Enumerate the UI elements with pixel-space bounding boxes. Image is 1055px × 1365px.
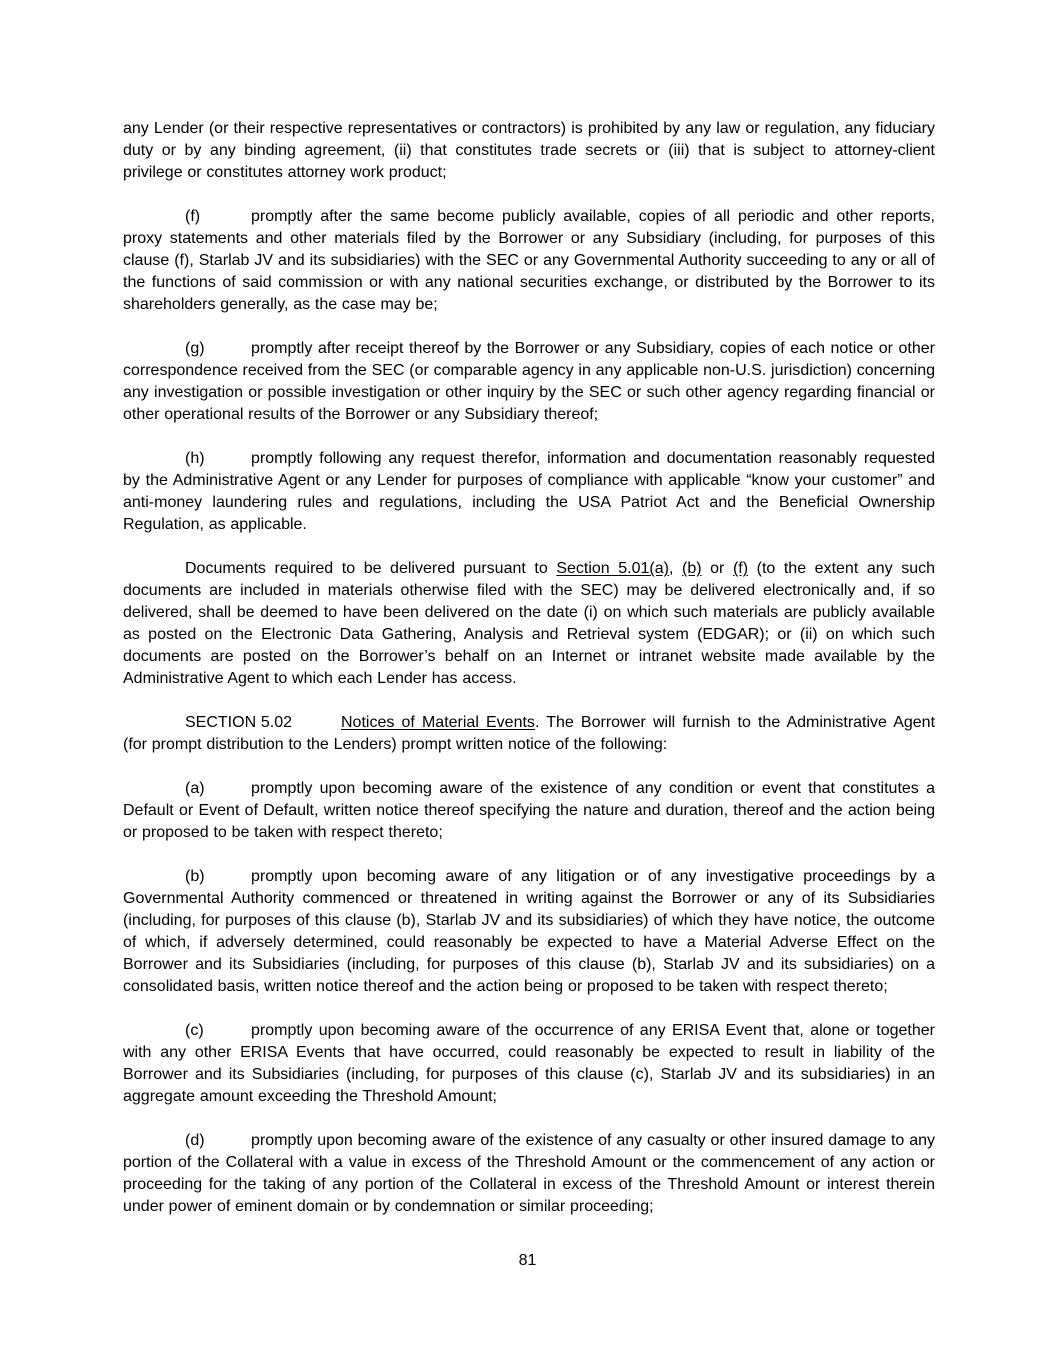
section-heading-tail: . The Borrower will furnish to the Administrative Agent (for prompt distribution to the Lenders) prompt written notice of the following: [123, 714, 936, 753]
clause-b-label: (b) [185, 868, 205, 885]
clause-c [123, 1020, 935, 1108]
clause-g-label: (g) [185, 340, 205, 357]
section-ref-5-01-a: Section 5.01(a) [556, 560, 669, 577]
delivery-separator-2: or [701, 560, 733, 577]
section-ref-5-01-f: (f) [732, 560, 749, 577]
clause-g-text: promptly after receipt thereof by the Borrower or any Subsidiary, copies of each notice or other correspondence received from the SEC (or comparable agency in any applicable non-U.S. jurisdiction) concerning any investigation or possible investigation or other inquiry by the SEC or such other agency regarding financial or other operational results of the Borrower or any Subsidiary thereof; [123, 340, 935, 423]
clause-a-label: (a) [185, 780, 205, 797]
section-title: Notices of Material Events [341, 714, 535, 731]
section-ref-5-01-b: (b) [682, 560, 702, 577]
page-content [123, 118, 935, 1240]
clause-c-label: (c) [185, 1022, 204, 1039]
clause-a-text: promptly upon becoming aware of the existence of any condition or event that constitutes a Default or Event of Default, written notice thereof specifying the nature and duration, thereof and the action being or proposed to be taken with respect thereto; [123, 780, 935, 841]
clause-g [123, 338, 935, 426]
delivery-separator-1: , [668, 560, 682, 577]
page-number: 81 [518, 1252, 537, 1269]
clause-c-text: promptly upon becoming aware of the occurrence of any ERISA Event that, alone or together with any other ERISA Events that have occurred, could reasonably be expected to result in liability of the Borrower and its Subsidiaries (including, for purposes of this clause (c), Starlab JV and its subsidiaries) in an aggregate amount exceeding the Threshold Amount; [123, 1022, 935, 1105]
clause-f [123, 206, 935, 316]
clause-f-label: (f) [185, 208, 201, 225]
delivery-lead-text: Documents required to be delivered pursuant to [185, 560, 557, 577]
delivery-tail-text: (to the extent any such documents are included in materials otherwise filed with the SEC) may be delivered electronically and, if so delivered, shall be deemed to have been delivered on the date (i) on which such materials are publicly available as posted on the Electronic Data Gathering, Analysis and Retrieval system (EDGAR); or (ii) on which such documents are posted on the Borrower’s behalf on an Internet or intranet website made available by the Administrative Agent to which each Lender has access. [123, 560, 936, 687]
clause-b [123, 866, 935, 998]
paragraph-electronic-delivery [123, 558, 935, 690]
clause-f-text: promptly after the same become publicly available, copies of all periodic and other reports, proxy statements and other materials filed by the Borrower or any Subsidiary (including, for purposes of this clause (f), Starlab JV and its subsidiaries) with the SEC or any Governmental Authority succeeding to any or all of the functions of said commission or with any national securities exchange, or distributed by the Borrower to its shareholders generally, as the case may be; [123, 208, 935, 313]
clause-d [123, 1130, 935, 1218]
clause-d-label: (d) [185, 1132, 205, 1149]
clause-d-text: promptly upon becoming aware of the existence of any casualty or other insured damage to any portion of the Collateral with a value in excess of the Threshold Amount or the commencement of any action or proceeding for the taking of any portion of the Collateral in excess of the Threshold Amount or interest therein under power of eminent domain or by condemnation or similar proceeding; [123, 1132, 935, 1215]
paragraph-intro-continuation: any Lender (or their respective representatives or contractors) is prohibited by any law or regulation, any fiduciary duty or by any binding agreement, (ii) that constitutes trade secrets or (iii) that is subject to attorney-client privilege or constitutes attorney work product; [123, 120, 935, 181]
section-5-02-heading [123, 712, 935, 756]
section-number: SECTION 5.02 [185, 714, 293, 731]
clause-b-text: promptly upon becoming aware of any litigation or of any investigative proceedings by a Governmental Authority commenced or threatened in writing against the Borrower or any of its Subsidiaries (including, for purposes of this clause (b), Starlab JV and its subsidiaries) of which they have notice, the outcome of which, if adversely determined, could reasonably be expected to have a Material Adverse Effect on the Borrower and its Subsidiaries (including, for purposes of this clause (b), Starlab JV and its subsidiaries) on a consolidated basis, written notice thereof and the action being or proposed to be taken with respect thereto; [123, 868, 935, 995]
clause-h-label: (h) [185, 450, 205, 467]
clause-h-text: promptly following any request therefor, information and documentation reasonably requested by the Administrative Agent or any Lender for purposes of compliance with applicable “know your customer” and anti-money laundering rules and regulations, including the USA Patriot Act and the Beneficial Ownership Regulation, as applicable. [123, 450, 935, 533]
clause-a [123, 778, 935, 844]
clause-h [123, 448, 935, 536]
